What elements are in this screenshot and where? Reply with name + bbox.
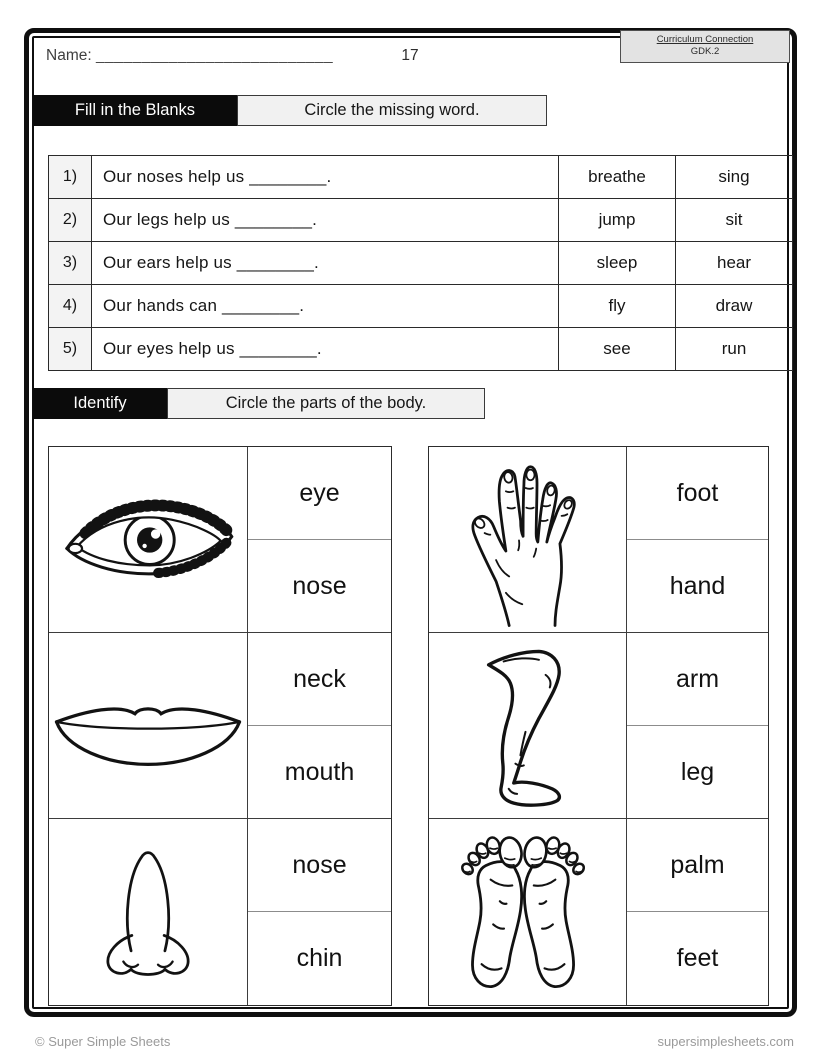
word-option[interactable]: chin [296,944,343,972]
table-row [49,285,793,328]
nose-illustration [49,819,248,1005]
word-option[interactable]: leg [627,726,768,819]
badge-title: Curriculum Connection [656,34,754,45]
word-option[interactable]: breathe [559,156,676,199]
word-option[interactable]: see [559,328,676,371]
identify-grid-left [48,446,392,1006]
eye-illustration [49,447,248,633]
row-number: 3) [49,242,92,285]
name-label: Name: [46,47,92,64]
row-number: 5) [49,328,92,371]
word-option[interactable]: sleep [559,242,676,285]
section-instruction-circle-body-parts: Circle the parts of the body. [167,388,485,419]
word-option[interactable]: foot [627,447,768,540]
word-option[interactable]: run [676,328,793,371]
name-blank-line[interactable]: __________________________ [95,47,334,64]
word-option[interactable]: jump [559,199,676,242]
sentence-text: Our eyes help us ________. [92,328,559,371]
sentence-text: Our legs help us ________. [92,199,559,242]
sentence-text: Our ears help us ________. [92,242,559,285]
identify-grid-right [428,446,769,1006]
word-option[interactable]: sit [676,199,793,242]
mouth-illustration [49,633,248,819]
row-number: 2) [49,199,92,242]
hand-illustration [429,447,627,633]
word-option[interactable]: mouth [248,726,391,819]
row-number: 1) [49,156,92,199]
table-row [49,156,793,199]
word-option[interactable]: fly [559,285,676,328]
table-row [49,328,793,371]
word-option[interactable]: hand [627,540,768,633]
leg-illustration [429,633,627,819]
word-option[interactable]: arm [627,633,768,726]
word-option[interactable]: palm [627,819,768,912]
table-row [49,242,793,285]
row-number: 4) [49,285,92,328]
copyright-text: © Super Simple Sheets [35,1034,171,1049]
page-number: 17 [401,47,419,64]
section-tag-fill-in-the-blanks: Fill in the Blanks [33,95,237,126]
badge-code: GDK.2 [690,46,720,57]
sentence-text: Our noses help us ________. [92,156,559,199]
word-option[interactable]: feet [676,944,719,972]
website-text: supersimplesheets.com [657,1034,794,1049]
name-row [46,47,333,65]
word-option[interactable]: draw [676,285,793,328]
word-option[interactable]: neck [248,633,391,726]
word-option[interactable]: hear [676,242,793,285]
feet-illustration [429,819,627,1005]
table-row [49,199,793,242]
word-option[interactable]: sing [676,156,793,199]
sentence-text: Our hands can ________. [92,285,559,328]
curriculum-connection-badge [620,30,790,63]
word-option[interactable]: nose [248,819,391,912]
fill-in-the-blanks-table [48,155,793,371]
word-option[interactable]: nose [248,540,391,633]
word-option[interactable]: eye [248,447,391,540]
section-tag-identify: Identify [33,388,167,419]
section-instruction-circle-missing-word: Circle the missing word. [237,95,547,126]
